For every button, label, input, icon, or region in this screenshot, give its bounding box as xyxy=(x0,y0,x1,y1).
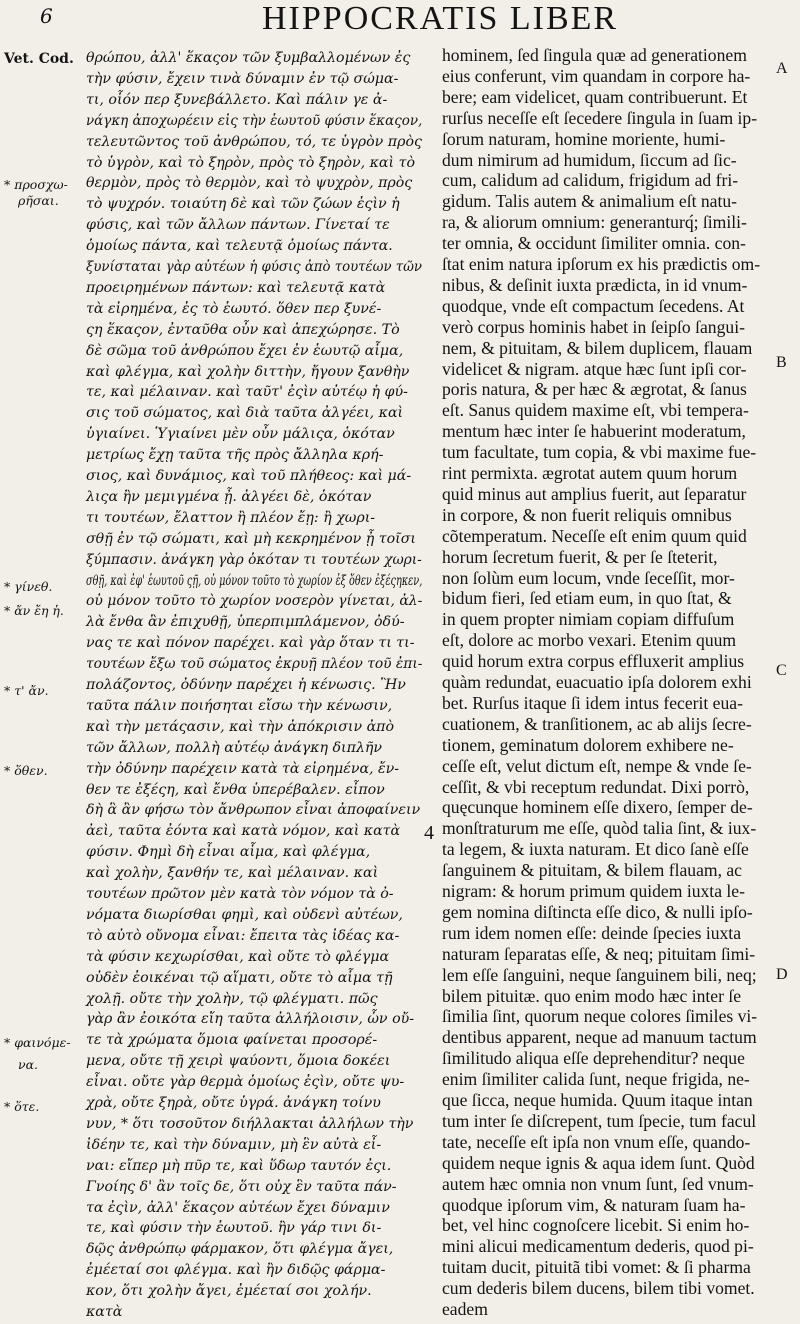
greek-text-column xyxy=(86,46,426,1320)
text-line: τε, καὶ φύσιν τὴν ἑωυτοῦ. ἢν γάρ τινι δι- xyxy=(86,1220,382,1237)
right-margin-letters xyxy=(776,0,800,1314)
text-line: νόματα διωρίσθαι φημὶ, καὶ οὐδενὶ αὐτέων, xyxy=(86,906,403,923)
margin-note: * φαινόμε- xyxy=(4,1035,71,1050)
text-line: χολῇ. οὔτε τὴν χολὴν, τῷ φλέγματι. πῶς xyxy=(86,990,378,1007)
text-line: bet, vel hinc cognoſcere licebit. Si enim ho- xyxy=(442,1215,750,1236)
text-line: eadem xyxy=(442,1299,488,1319)
text-line: nigram: & horum primum quidem iuxta le- xyxy=(442,881,745,901)
margin-letter: D xyxy=(776,966,788,983)
text-line: bere; eam videlicet, quam contribuerunt. Et xyxy=(442,86,748,107)
text-line: ἰδέην τε, καὶ τὴν δύναμιν, μὴ ἓν αὐτὰ εἶ- xyxy=(86,1136,382,1153)
text-line: οὐδὲν ἐοικέναι τῷ αἵματι, οὔτε τὸ αἷμα τῇ xyxy=(86,969,393,986)
text-line: ta legem, & iuxta naturam. Et dico ſanè eſſe xyxy=(442,839,749,860)
text-line: rurſus neceſſe eſt ſecedere ſingula in ſuam ip- xyxy=(442,107,758,128)
text-line: ceſſit, & vbi receptum redundat. Dixi porrò, xyxy=(442,776,750,797)
text-line: Γνοίης δ' ἂν τοῖς δε, ὅτι οὐχ ἓν ταῦτα πάν- xyxy=(86,1178,397,1195)
text-line: quàm redundat, euacuatio ipſa dolorem exhi xyxy=(442,672,752,692)
margin-note: * ὅθεν. xyxy=(4,763,48,778)
text-line: lem eſſe ſanguini, neque ſanguinem bili, neq; xyxy=(442,964,757,985)
text-line: verò corpus hominis habet in ſeipſo ſangui- xyxy=(442,316,745,337)
text-line: ταῦτα πάλιν ποιήσηται εἴσω τὴν κένωσιν, xyxy=(86,697,393,714)
text-line: dentibus apparent, neque ad manuum tactum xyxy=(442,1027,757,1048)
text-line: τὸ ὑγρὸν, καὶ τὸ ξηρὸν, πρὸς τὸ ξηρὸν, καὶ τὸ xyxy=(86,154,415,171)
margin-note: * ἄν ἔη ἡ. xyxy=(4,603,64,618)
left-margin-notes xyxy=(4,48,86,1308)
text-line: λιςα ἢν μεμιγμένα ᾖ. ἀλγέει δὲ, ὁκόταν xyxy=(86,488,372,505)
text-line: νας τε καὶ πόνον παρέχει. καὶ γὰρ ὅταν τι τι- xyxy=(86,635,415,652)
text-line: dum nimirum ad humidum, ſiccum ad ſic- xyxy=(442,149,737,170)
running-head: HIPPOCRATIS LIBER xyxy=(262,0,619,37)
latin-text-column xyxy=(442,44,768,1319)
text-line: ra, & aliorum omnium: generanturq́; ſimili- xyxy=(442,212,747,233)
text-line: τὰ φύσιν κεχωρίσθαι, καὶ οὔτε τὸ φλέγμα xyxy=(86,948,390,965)
margin-note: Vet. Cod. xyxy=(4,51,74,67)
text-line: θεν τε ἐξέςη, καὶ ἔνθα ὑπερέβαλεν. εἶπον xyxy=(86,781,385,798)
text-line: monſtraturum me eſſe, quòd talia ſint, & iux- xyxy=(442,818,757,839)
text-line: θρώπου, ἀλλ' ἕκαςον τῶν ξυμβαλλομένων ἐς xyxy=(86,50,411,66)
margin-letter: C xyxy=(776,662,787,679)
text-line: in corpore, & non fuerit reliquis omnibus xyxy=(442,504,732,525)
text-line: τὴν φύσιν, ἔχειν τινὰ δύναμιν ἐν τῷ σώμα- xyxy=(86,70,399,87)
text-line: νυν, * ὅτι τοσοῦτον διήλλακται ἀλλήλων τὴν xyxy=(86,1115,414,1132)
text-line: τι, οἷόν περ ξυνεβάλλετο. Καὶ πάλιν γε ἀ- xyxy=(86,91,388,108)
text-line: bidum fieri, ſed etiam eum, in quo ſtat, & xyxy=(442,588,732,609)
text-line: τα ἐςὶν, ἀλλ' ἕκαςον αὐτέων ἔχει δύναμιν xyxy=(86,1199,390,1216)
text-line: rum idem nomen eſſe: deinde ſpecies iuxta xyxy=(442,922,741,943)
text-line: τε τὰ χρώματα ὅμοια φαίνεται προσορέ- xyxy=(86,1032,378,1049)
text-line: rint permixta. ægrotat autem quum horum xyxy=(442,463,738,483)
text-line: mentum hæc inter ſe habuerint moderatum, xyxy=(442,421,746,442)
text-line: que ſicca, neque humida. Quum itaque intan xyxy=(442,1090,753,1110)
text-line: εἶναι. οὔτε γὰρ θερμὰ ὁμοίως ἐςὶν, οὔτε ψυ- xyxy=(86,1074,405,1091)
text-line: ſimilitudo aliqua eſſe deprehenditur? neque xyxy=(442,1048,745,1069)
text-line: hominem, ſed ſingula quæ ad generationem xyxy=(442,45,747,65)
margin-note: * ὅτε. xyxy=(4,1099,40,1114)
text-line: κον, ὅτι χολὴν ἄγει, ἐμέεταί σοι χολήν. xyxy=(86,1283,372,1300)
text-line: τὸ ψυχρόν. τοιαύτη δὲ καὶ τῶν ζώων ἐςὶν ἡ xyxy=(86,196,400,213)
text-line: νάγκη ἀποχωρέειν εἰς τὴν ἑωυτοῦ φύσιν ἕκαςον, xyxy=(86,112,423,129)
text-line: ἀεὶ, ταῦτα ἐόντα καὶ κατὰ νόμον, καὶ κατὰ xyxy=(86,823,401,840)
margin-note: να. xyxy=(18,1057,39,1072)
margin-note: * τ' ἄν. xyxy=(4,683,49,698)
text-line: σις τοῦ σώματος, καὶ διὰ ταῦτα ἀλγέει, καὶ xyxy=(86,405,404,422)
text-line: ter omnia, & occidunt ſimiliter omnia. con- xyxy=(442,233,746,254)
text-line: χρὰ, οὔτε ξηρὰ, οὔτε ὑγρά. ἀνάγκη τοίνυ xyxy=(86,1095,381,1111)
text-line: cõtemperatum. Neceſſe eſt enim quum quid xyxy=(442,525,747,546)
section-number: 4 xyxy=(424,822,434,844)
text-line: ἐμέεταί σοι φλέγμα. καὶ ἢν διδῷς φάρμα- xyxy=(86,1262,386,1279)
text-line: gem nomina diſtincta eſſe dico, & nulli ipſo- xyxy=(442,901,753,922)
text-line: γὰρ ἂν ἐοικότα εἴη ταῦτα ἀλλήλοισιν, ὧν οὔ- xyxy=(86,1011,415,1028)
text-line: quodque ipſorum vim, & naturam ſuam ha- xyxy=(442,1194,746,1215)
text-line: δῷς ἀνθρώπῳ φάρμακον, ὅτι φλέγμα ἄγει, xyxy=(86,1241,394,1258)
text-line: λὰ ἔνθα ἂν ἐπιχυθῇ, ὑπερπιμπλάμενον, ὀδύ- xyxy=(86,614,405,631)
text-line: quodque, vnde eſt compactum ſecedens. At xyxy=(442,295,745,316)
text-line: eius conferunt, vim quandam in corpore ha- xyxy=(442,65,751,86)
text-line: ſimilia ſint, quorum neque colores ſimiles vi- xyxy=(442,1006,758,1027)
text-line: quid minus aut amplius fuerit, aut ſeparatur xyxy=(442,483,747,504)
text-line: τουτέων πρῶτον μὲν κατὰ τὸν νόμον τὰ ὀ- xyxy=(86,886,394,902)
text-line: autem hæc omnia non vnum ſunt, ſed vnum- xyxy=(442,1173,754,1194)
text-line: θερμὸν, πρὸς τὸ θερμὸν, καὶ τὸ ψυχρὸν, πρὸς xyxy=(86,175,413,192)
text-line: in quem propter nimiam copiam diffuſum xyxy=(442,609,735,630)
page-number: 6 xyxy=(40,4,53,28)
text-line: cum, calidum ad calidum, frigidum ad fri- xyxy=(442,170,739,191)
text-line: τε, καὶ μέλαιναν. καὶ ταῦτ' ἐςὶν αὐτέῳ ἡ φύ- xyxy=(86,384,408,401)
text-line: videlicet & nigram. atque hæc ſunt ipſi cor- xyxy=(442,358,747,379)
text-line: tate, neceſſe eſt ipſa non vnum eſſe, quando- xyxy=(442,1131,751,1152)
text-line: tum inter ſe diſcrepent, tum ſpecie, tum facul xyxy=(442,1110,757,1131)
text-line: ſorum naturam, homine moriente, humi- xyxy=(442,128,726,149)
text-line: tuitam ducit, pituitã tibi vomet: & ſi pharma xyxy=(442,1257,751,1278)
text-line: τουτέων ἔξω τοῦ σώματος ἐκρυῇ πλέον τοῦ ἐπι- xyxy=(86,656,423,673)
text-line: μενα, οὔτε τῇ χειρὶ ψαύοντι, ὅμοια δοκέει xyxy=(86,1053,391,1070)
text-line: non ſolùm eum locum, vnde ſeceſſit, mor- xyxy=(442,567,735,588)
margin-note: * γίνεθ. xyxy=(4,579,53,594)
text-line: gidum. Talis autem & animalium eſt natu- xyxy=(442,191,738,212)
text-line: tum facultate, tum copia, & vbi maxime fue- xyxy=(442,442,757,463)
text-line: καὶ φλέγμα, καὶ χολὴν διττὴν, ἤγουν ξανθὴν xyxy=(86,363,410,380)
text-line: nibus, & deſinit iuxta prædicta, in id vnum- xyxy=(442,274,748,295)
text-line: τὴν ὀδύνην παρέχειν κατὰ τὰ εἰρημένα, ἔν- xyxy=(86,760,400,777)
text-line: tionem, geminatum dolorem exhibere ne- xyxy=(442,734,734,755)
text-line: eſt, dolore ac morbo vexari. Etenim quum xyxy=(442,630,737,651)
text-line: καὶ χολὴν, ξανθήν τε, καὶ μέλαιναν. καὶ xyxy=(86,865,379,882)
text-line: bilem pituitæ. quo enim modo hæc inter ſe xyxy=(442,985,742,1006)
text-line: σιος, καὶ δυνάμιος, καὶ τοῦ πλήθεος: καὶ μά- xyxy=(86,468,412,484)
text-line: ὑγιαίνει. Ὑγιαίνει μὲν οὖν μάλιςα, ὁκόταν xyxy=(86,426,395,443)
text-line: ςη ἕκαςον, ἐνταῦθα οὖν καὶ ἀπεχώρησε. Τὸ xyxy=(86,321,400,338)
text-line: τι τουτέων, ἔλαττον ἢ πλέον ἔῃ: ἢ χωρι- xyxy=(86,509,376,526)
margin-note: ρῆσαι. xyxy=(18,193,59,208)
text-line: προειρημένων πάντων: καὶ τελευτᾷ κατὰ xyxy=(86,279,386,296)
text-line: bet. Rurſus itaque ſi idem intus fecerit eua- xyxy=(442,692,743,713)
text-line: enim ſimiliter calida ſunt, neque frigida, ne- xyxy=(442,1069,750,1090)
text-line: καὶ τὴν μετάςασιν, καὶ τὴν ἀπόκρισιν ἀπὸ xyxy=(86,718,395,735)
text-line: τῶν ἄλλων, πολλὴ αὐτέῳ ἀνάγκη διπλῆν xyxy=(86,739,383,756)
margin-letter: B xyxy=(776,354,787,371)
text-line: πολάζοντος, ὀδύνην παρέχει ἡ κένωσις. Ἢν xyxy=(86,677,406,693)
text-line: quid horum extra corpus effluxerit amplius xyxy=(442,651,745,672)
text-line: cum dederis bilem ducens, bilem tibi vomet. xyxy=(442,1278,755,1299)
text-line: ναι: εἴπερ μὴ πῦρ τε, καὶ ὕδωρ ταυτόν ἐςι. xyxy=(86,1157,392,1174)
text-line: quidem neque ignis & aqua idem ſunt. Quòd xyxy=(442,1152,755,1173)
text-line: ceſſe eſt, velut dictum eſt, nempe & vnde ſe- xyxy=(442,755,752,776)
text-line: ſanguinem & pituitam, & bilem flauam, ac xyxy=(442,860,742,881)
text-line: δὴ ἃ ἂν φήσω τὸν ἄνθρωπον εἶναι ἀποφαίνειν xyxy=(86,802,421,819)
text-line: τὰ εἰρημένα, ἐς τὸ ἑωυτό. ὅθεν περ ξυνέ- xyxy=(86,300,382,317)
text-line: ὁμοίως πάντα, καὶ τελευτᾷ ὁμοίως πάντα. xyxy=(86,238,393,255)
text-line: φύσιν. Φημὶ δὴ εἶναι αἷμα, καὶ φλέγμα, xyxy=(86,844,371,861)
text-line: horum ſecretum fuerit, & per ſe ſteterit, xyxy=(442,546,718,567)
text-line: nem, & pituitam, & bilem duplicem, flauam xyxy=(442,337,753,358)
text-line: σθῇ ἐν τῷ σώματι, καὶ μὴ κεκρημένον ᾖ τοῖσι xyxy=(86,530,416,547)
text-line: poris natura, & per hæc & ægrotat, & ſanus xyxy=(442,379,747,400)
text-line: mini alicui medicamentum dederis, quod pi- xyxy=(442,1236,754,1257)
text-line: ξυνίσταται γὰρ αὐτέων ἡ φύσις ἀπὸ τουτέων τῶν xyxy=(86,259,423,275)
text-line: οὐ μόνον τοῦτο τὸ χωρίον νοσερὸν γίνεται, ἀλ- xyxy=(86,593,423,610)
text-line: ξύμπασιν. ἀνάγκη γὰρ ὁκόταν τι τουτέων χωρι- xyxy=(86,551,422,568)
text-line: μετρίως ἔχῃ ταῦτα τῆς πρὸς ἄλληλα κρή- xyxy=(86,447,384,464)
text-line: δὲ σῶμα τοῦ ἀνθρώπου ἔχει ἐν ἑωυτῷ αἷμα, xyxy=(86,342,404,359)
text-line: naturam ſeparatas eſſe, & neq; pituitam ſimi- xyxy=(442,943,756,964)
margin-note: * προσχω- xyxy=(4,177,68,192)
text-line: quęcunque hominem eſſe dixero, ſemper de- xyxy=(442,797,753,818)
text-line: σθῇ, καὶ ἐφ' ἑωυτοῦ ςῇ, οὐ μόνον τοῦτο τὸ χωρίον ἐξ ὅθεν ἐξέςηκεν, xyxy=(86,572,423,589)
margin-letter: A xyxy=(776,60,788,77)
text-line: τελευτῶντος τοῦ ἀνθρώπου, τό, τε ὑγρὸν πρὸς xyxy=(86,133,422,150)
text-line: τὸ αὐτὸ οὔνομα εἶναι: ἔπειτα τὰς ἰδέας κα- xyxy=(86,927,400,944)
text-line: ſtat enim natura ipſorum ex his prædictis om- xyxy=(442,254,761,274)
text-line: cuationem, & tranſitionem, ac ab alijs ſecre- xyxy=(442,713,752,734)
text-line: κατὰ xyxy=(86,1304,123,1320)
text-line: φύσις, καὶ τῶν ἄλλων πάντων. Γίνεταί τε xyxy=(86,217,390,234)
text-line: eſt. Sanus quidem maxime eſt, vbi tempera- xyxy=(442,400,749,421)
